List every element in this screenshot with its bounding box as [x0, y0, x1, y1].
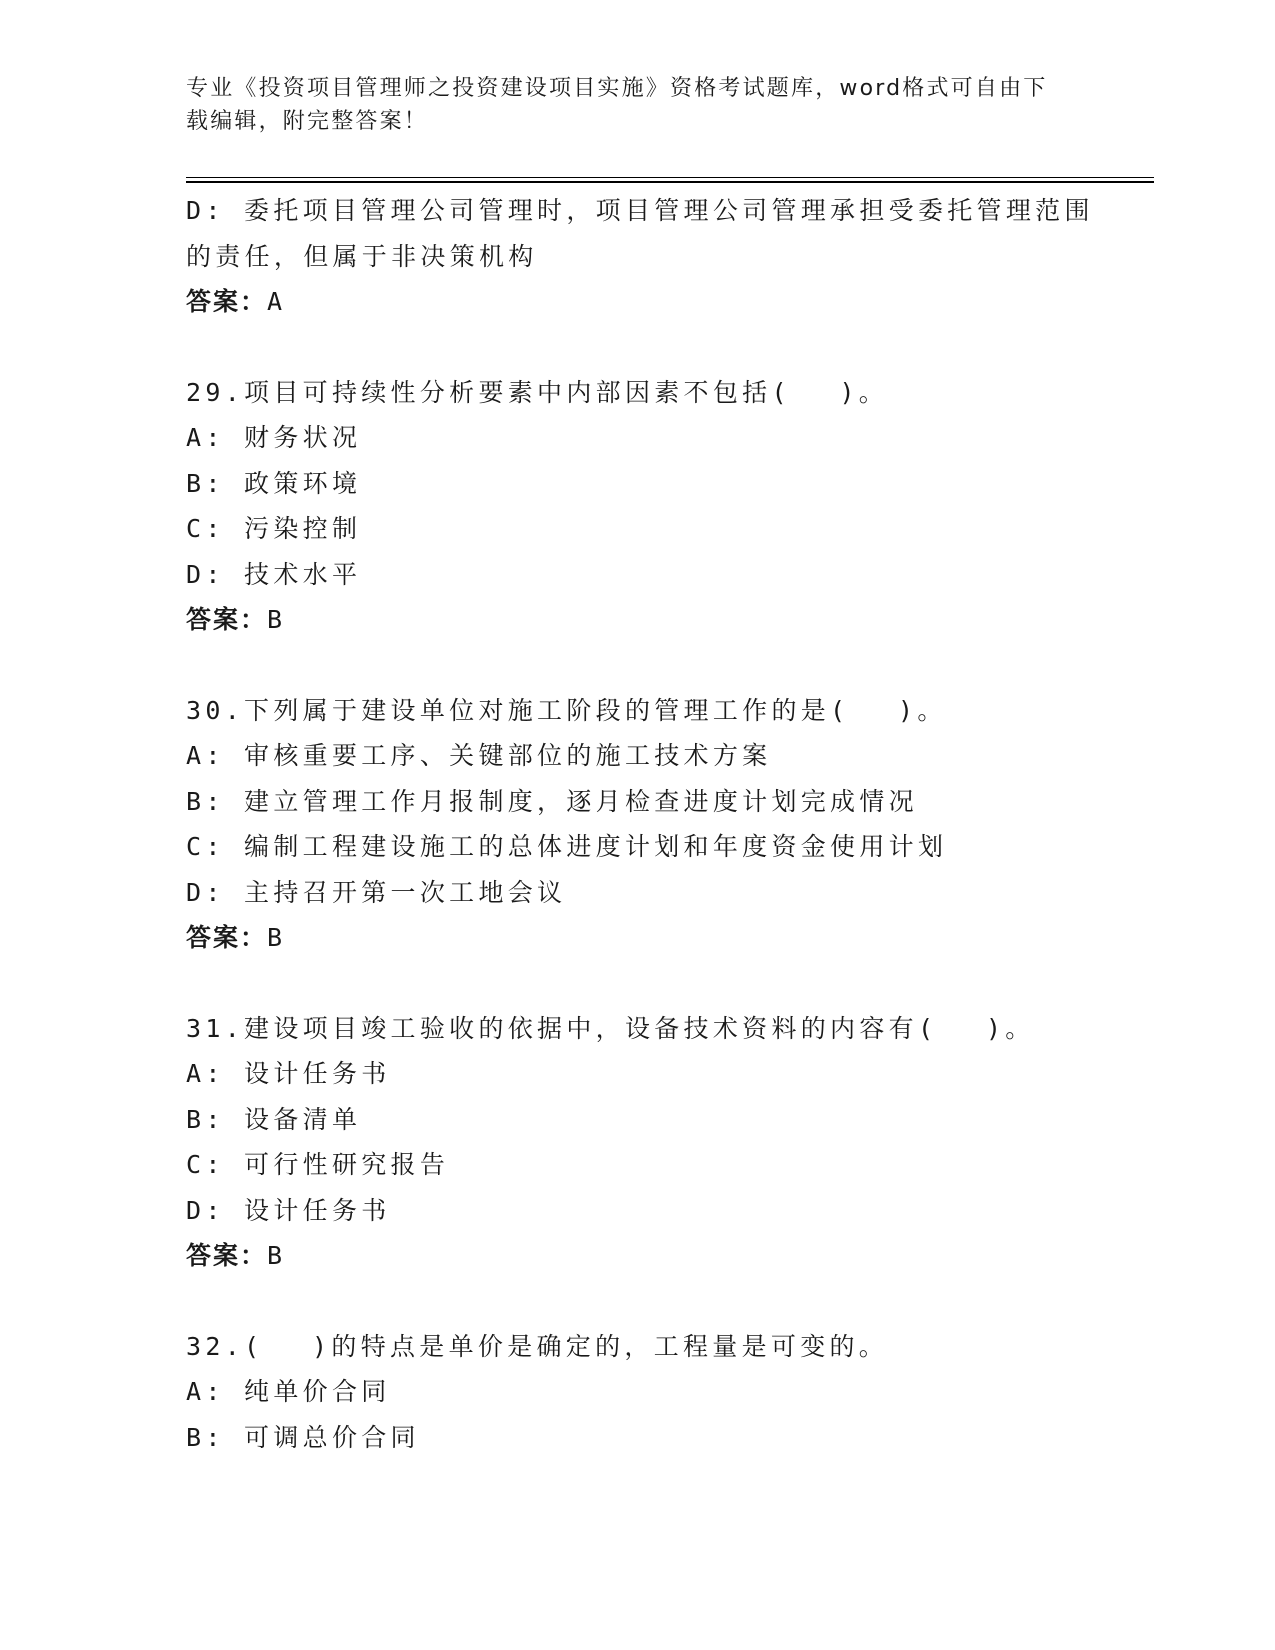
option-b: B: 政策环境: [186, 468, 362, 498]
question-stem: 32.( )的特点是单价是确定的，工程量是可变的。: [186, 1331, 889, 1361]
option-c: C: 污染控制: [186, 514, 362, 543]
answer-label: 答案：: [186, 287, 268, 316]
option-d: D: 设计任务书: [186, 1195, 391, 1225]
question-list: [186, 188, 1146, 1460]
question-28-tail: [186, 188, 1146, 325]
answer-line: [186, 915, 1146, 961]
answer-label: 答案：: [186, 605, 268, 634]
question-29: [186, 370, 1146, 643]
option-d: D: 委托项目管理公司管理时，项目管理公司管理承担受委托管理范围: [186, 196, 1094, 225]
option-a: A: 审核重要工序、关键部位的施工技术方案: [186, 741, 772, 770]
answer-value: B: [267, 1241, 285, 1270]
header-divider-thin: [186, 177, 1154, 178]
option-d: D: 主持召开第一次工地会议: [186, 877, 567, 907]
question-stem: 29.项目可持续性分析要素中内部因素不包括( )。: [186, 377, 889, 407]
document-header: [186, 72, 1066, 138]
option-d: D: 技术水平: [186, 559, 362, 589]
header-line-2: 载编辑，附完整答案！: [186, 109, 429, 134]
question-stem: 31.建设项目竣工验收的依据中，设备技术资料的内容有( )。: [186, 1013, 1035, 1043]
header-line-1: 专业《投资项目管理师之投资建设项目实施》资格考试题库，word格式可自由下: [186, 76, 1048, 101]
option-a: A: 设计任务书: [186, 1059, 391, 1088]
option-a: A: 纯单价合同: [186, 1377, 391, 1406]
answer-line: [186, 279, 1146, 325]
question-stem: 30.下列属于建设单位对施工阶段的管理工作的是( )。: [186, 695, 947, 725]
answer-label: 答案：: [186, 1241, 268, 1270]
answer-value: B: [267, 605, 285, 634]
answer-label: 答案：: [186, 923, 268, 952]
question-31: [186, 1006, 1146, 1279]
answer-line: [186, 1233, 1146, 1279]
question-30: [186, 688, 1146, 961]
option-b: B: 可调总价合同: [186, 1422, 420, 1452]
option-b: B: 建立管理工作月报制度，逐月检查进度计划完成情况: [186, 786, 918, 816]
option-c: C: 编制工程建设施工的总体进度计划和年度资金使用计划: [186, 832, 948, 861]
option-d-continued: 的责任，但属于非决策机构: [186, 241, 538, 271]
answer-value: B: [267, 923, 285, 952]
option-c: C: 可行性研究报告: [186, 1150, 450, 1179]
option-b: B: 设备清单: [186, 1104, 362, 1134]
option-a: A: 财务状况: [186, 423, 362, 452]
answer-line: [186, 597, 1146, 643]
question-32: [186, 1324, 1146, 1461]
header-divider-thick: [186, 181, 1154, 183]
answer-value: A: [267, 287, 285, 316]
